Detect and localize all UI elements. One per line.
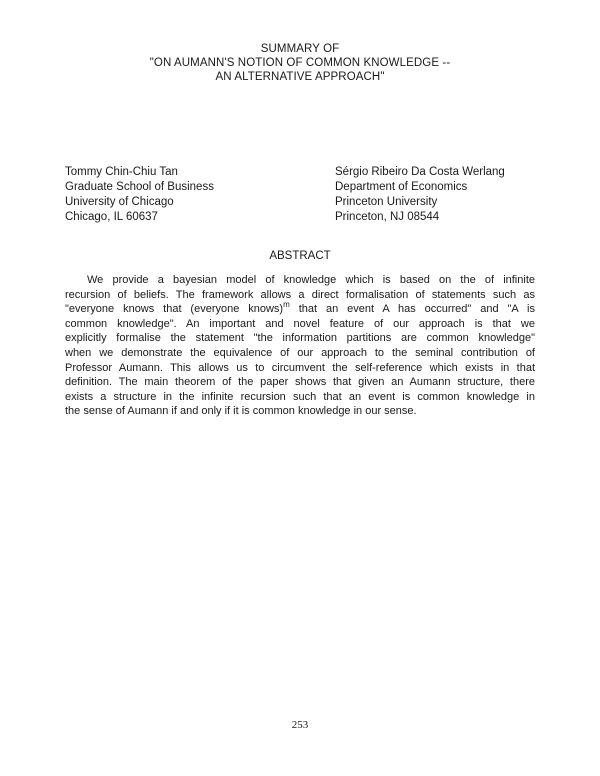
abstract-line-part: that an event A has occurred" and "A is: [289, 303, 535, 316]
author-name: Tommy Chin-Chiu Tan: [65, 166, 178, 178]
title-line-2: "ON AUMANN'S NOTION OF COMMON KNOWLEDGE --: [149, 57, 451, 69]
title-line-1: SUMMARY OF: [260, 43, 340, 55]
abstract-line: when we demonstrate the equivalence of our approach to the seminal contribution of: [65, 346, 535, 359]
paper-title: [0, 42, 600, 84]
abstract-line: the sense of Aumann if and only if it is common knowledge in our sense.: [65, 405, 417, 418]
superscript-m: m: [283, 300, 290, 310]
abstract-line: definition. The main theorem of the paper shows that given an Aumann structure, there: [65, 376, 535, 389]
abstract-line: Professor Aumann. This allows us to circumvent the self-reference which exists in that: [65, 361, 535, 374]
author-block-tan: [65, 165, 214, 225]
author-address: Princeton, NJ 08544: [335, 211, 440, 223]
author-affiliation: Graduate School of Business: [65, 181, 214, 193]
author-institution: Princeton University: [335, 196, 438, 208]
page-number: 253: [291, 719, 309, 731]
abstract-line: explicitly formalise the statement "the information partitions are common knowledge": [65, 332, 535, 345]
abstract-line: We provide a bayesian model of knowledge which is based on the of infinite: [87, 274, 535, 286]
author-institution: University of Chicago: [65, 196, 174, 208]
author-address: Chicago, IL 60637: [65, 211, 158, 223]
author-affiliation: Department of Economics: [335, 181, 468, 193]
author-name: Sérgio Ribeiro Da Costa Werlang: [335, 166, 505, 178]
title-line-3: AN ALTERNATIVE APPROACH": [215, 71, 385, 83]
abstract-line-part: "everyone knows that (everyone knows): [65, 303, 284, 316]
abstract-line: recursion of beliefs. The framework allows a direct formalisation of statements such as: [65, 288, 535, 301]
author-block-werlang: [335, 165, 505, 225]
abstract-line: exists a structure in the infinite recursion such that an event is common knowledge in: [65, 390, 535, 403]
abstract-body: [65, 273, 535, 419]
abstract-line: common knowledge". An important and novel feature of our approach is that we: [65, 317, 535, 330]
abstract-line-with-superscript: [65, 302, 535, 317]
abstract-heading: ABSTRACT: [269, 250, 331, 262]
